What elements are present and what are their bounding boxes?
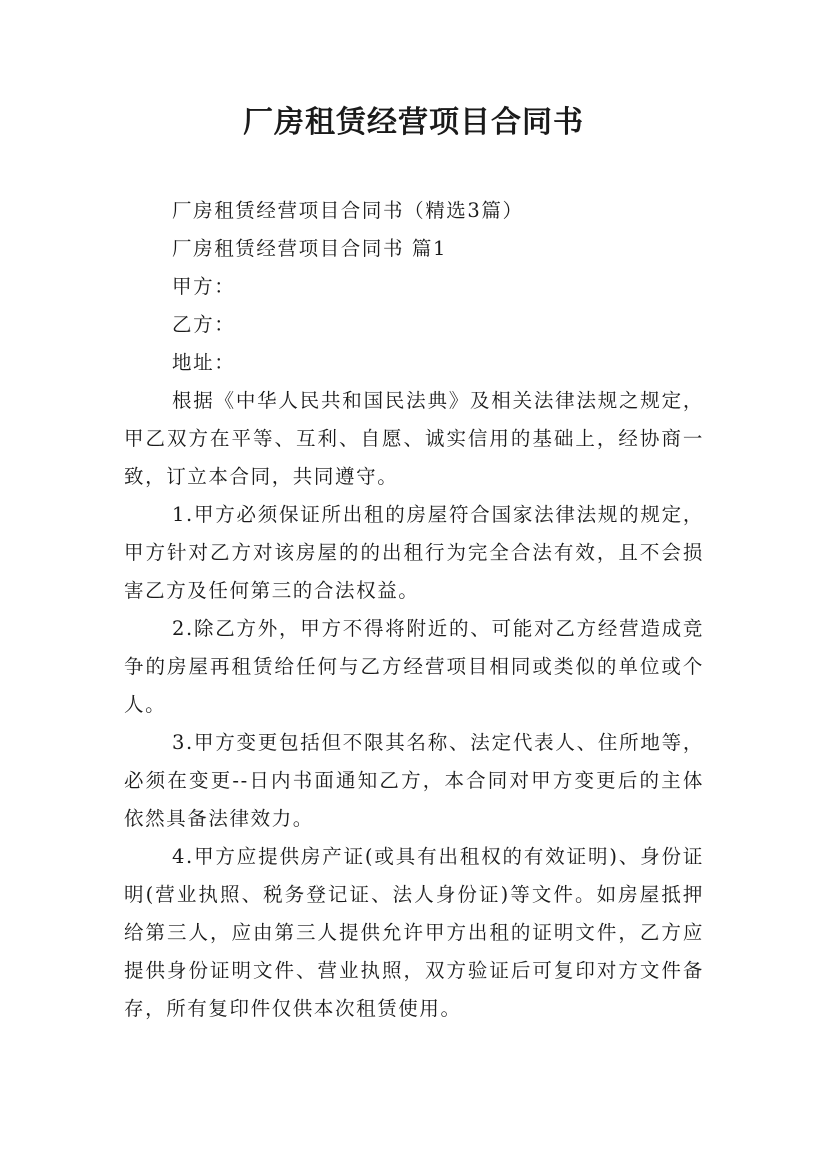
preamble-paragraph: 根据《中华人民共和国民法典》及相关法律法规之规定，甲乙双方在平等、互利、自愿、诚实信用的基础上，经协商一致，订立本合同，共同遵守。 <box>124 389 704 488</box>
section-heading: 厂房租赁经营项目合同书 篇1 <box>172 237 448 260</box>
document-title: 厂房租赁经营项目合同书 <box>243 105 584 140</box>
document-subtitle: 厂房租赁经营项目合同书（精选3篇） <box>172 199 524 222</box>
clause-3: 3.甲方变更包括但不限其名称、法定代表人、住所地等，必须在变更--日内书面通知乙方，本合同对甲方变更后的主体依然具备法律效力。 <box>124 731 704 830</box>
clause-1: 1.甲方必须保证所出租的房屋符合国家法律法规的规定，甲方针对乙方对该房屋的的出租行为完全合法有效，且不会损害乙方及任何第三的合法权益。 <box>124 503 704 602</box>
party-a-label: 甲方： <box>172 275 236 298</box>
document-body <box>124 192 704 1028</box>
clause-4: 4.甲方应提供房产证(或具有出租权的有效证明)、身份证明(营业执照、税务登记证、法人身份证)等文件。如房屋抵押给第三人，应由第三人提供允许甲方出租的证明文件，乙方应提供身份证明文件、营业执照，双方验证后可复印对方文件备存，所有复印件仅供本次租赁使用。 <box>124 845 704 1020</box>
clause-2: 2.除乙方外，甲方不得将附近的、可能对乙方经营造成竞争的房屋再租赁给任何与乙方经营项目相同或类似的单位或个人。 <box>124 617 704 716</box>
address-label: 地址： <box>172 351 236 374</box>
party-b-label: 乙方： <box>172 313 236 336</box>
